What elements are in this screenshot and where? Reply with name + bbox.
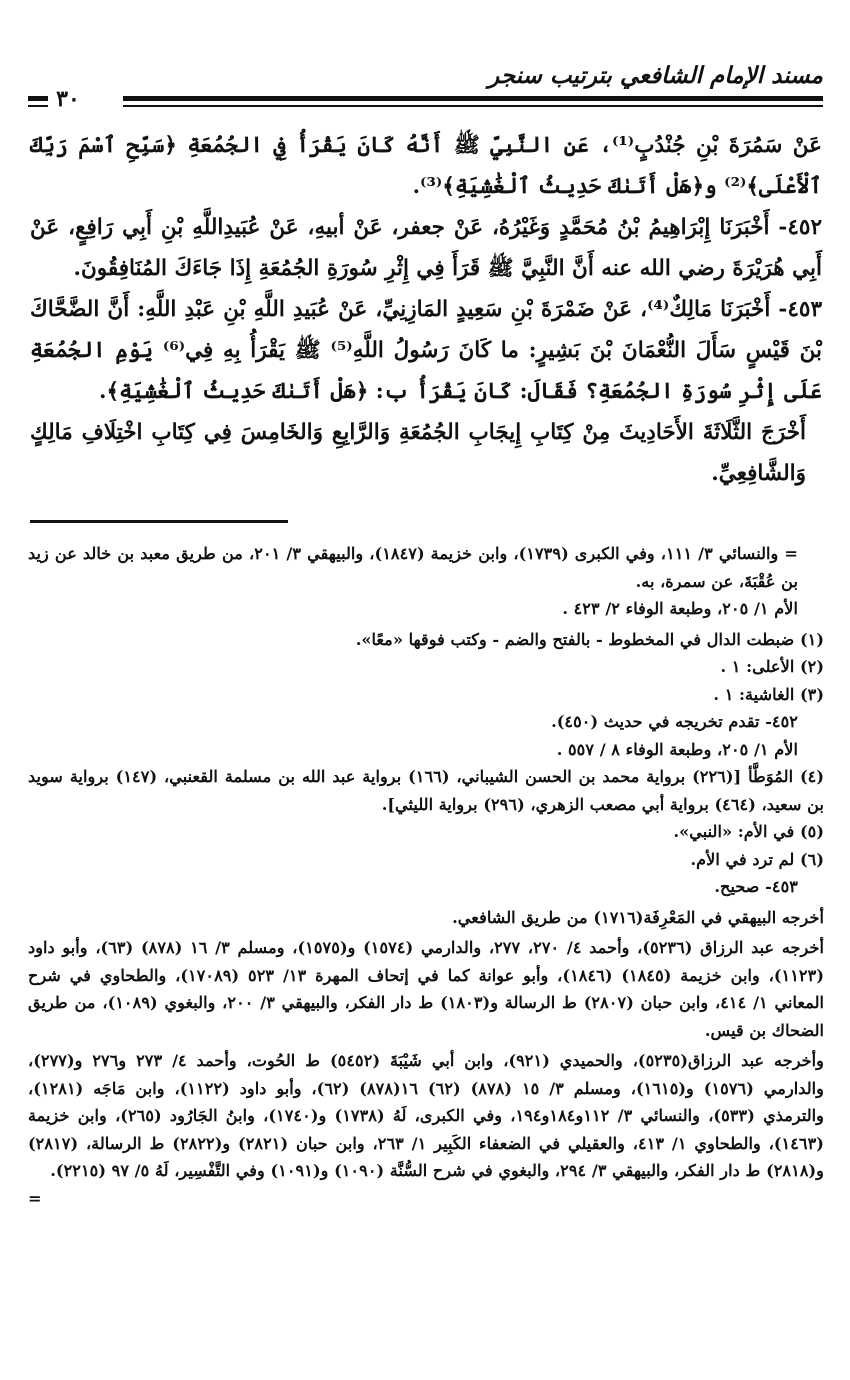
takhrij-452: ٤٥٢- تقدم تخريجه في حديث (٤٥٠). — [551, 712, 798, 731]
footnote-4: (٤) المُوَطَّأ [(٢٢٦) برواية محمد بن الحسن الشيباني، (١٦٦) برواية عبد الله بن مسلمة القعنبي، (١٤٧) برواية سويد بن سعيد، (٤٦٤) برواية أبي مصعب الزهري، (٢٩٦) برواية الليثي]. — [28, 767, 825, 814]
header-rule-left-thin — [28, 105, 48, 107]
note-continuation: = والنسائي ٣/ ١١١، وفي الكبرى (١٧٣٩)، وابن خزيمة (١٨٤٧)، والبيهقي ٣/ ٢٠١، من طريق معبد بن خالد عن زيد بن عُقْبَةَ، عن سمرة، به. — [28, 544, 798, 591]
takhrij-text-2: أخرجه عبد الرزاق (٥٢٣٦)، وأحمد ٤/ ٢٧٠، ٢٧٧، والدارمي (١٥٧٤) و(١٥٧٥)، ومسلم ٣/ ١٦ (٨٧٨) (٦٣)، وأبو داود (١١٢٣)، وابن خزيمة (١٨٤٥) (١٨٤٦)، وأبو عوانة كما في إتحاف المهرة ١٣/ ٥٢٣ (١٧٠٨٩)، والطحاوي في شرح المعاني ١/ ٤١٤، وابن حبان (٢٨٠٧) ط الرسالة و(١٨٠٣) ط دار الفكر، والبيهقي ٣/ ٢٠٠، والبغوي (١٠٨٩)، من طريق الضحاك بن قيس. — [28, 938, 824, 1040]
takhrij-text-3: وأخرجه عبد الرزاق(٥٢٣٥)، والحميدي (٩٢١)، وابن أبي شَيْبَةَ (٥٤٥٢) ط الحُوت، وأحمد ٤/ ٢٧٣ و٢٧٦ و(٢٧٧)، والدارمي (١٥٧٦) و(١٦١٥)، ومسلم ٣/ ١٥ (٨٧٨) (٦٢) ١٦(٨٧٨) (٦٢)، وأبو داود (١١٢٢)، وابن مَاجَه (١٢٨١)، والترمذي (٥٣٣)، والنسائي ٣/ ١١٢و١٨٤و١٩٤، وفي الكبرى، لَهُ (١٧٣٨) و(١٧٤٠)، وابنُ الجَارُود (٢٦٥)، وابن خزيمة (١٤٦٣)، والطحاوي ١/ ٤١٣، والعقيلي في الضعفاء الكَبِير ١/ ٢٦٣، وابن حبان (٢٨٢١) و(٢٨٢٢) ط الرسالة، (٢٨١٧) و(٢٨١٨) ط دار الفكر، والبيهقي ٣/ ٢٩٤، والبغوي في شرح السُّنَّة (١٠٩٠) و(١٠٩١) وفي التَّفْسِير، لَهُ ٥/ ٩٧ (٢٢١٥). — [28, 1051, 824, 1180]
footnote-6: (٦) لم ترد في الأم. — [690, 849, 824, 869]
source-note: أَخْرَجَ الثَّلَاثَةَ الأَحَادِيثَ مِنْ كِتَابِ إِيجَابِ الجُمُعَةِ وَالرَّابِعِ وَالخَامِسَ فِي كِتَابِ اخْتِلَافِ مَالِكٍ وَالشَّافِعِيِّ. — [30, 420, 806, 486]
footnote-1: (١) ضبطت الدال في المخطوط - بالفتح والضم - وكتب فوقها «معًا». — [355, 629, 824, 649]
header-rule-left-thick — [28, 96, 48, 101]
footnote-2: (٢) الأعلى: ١ . — [720, 657, 824, 676]
continuation-mark: = — [28, 1188, 42, 1208]
footnote-3: (٣) الغاشية: ١ . — [713, 684, 824, 704]
page-header — [28, 52, 823, 114]
main-text — [30, 125, 822, 494]
running-title: مسند الإمام الشافعي بترتيب سنجر — [488, 62, 823, 89]
takhrij-453: ٤٥٣- صحيح. — [714, 877, 798, 896]
takhrij-text-1: أخرجه البيهقي في المَعْرِفَة(١٧١٦) من طريق الشافعي. — [452, 907, 824, 927]
page-number: ٣٠ — [56, 86, 80, 112]
footnote-separator — [30, 520, 288, 523]
header-rule-thick — [123, 96, 823, 101]
hadith-451-end: عَنْ سَمُرَةَ بْنِ جُنْدُبٍ⁽¹⁾، عَنِ النَّبِيِّ ﷺ أَنَّهُ كَانَ يَقْرَأُ فِي الجُمُعَةِ ﴿سَبِّحِ ٱسْمَ رَبِّكَ ٱلْأَعْلَى﴾⁽²⁾ و﴿هَلْ أَتَىٰكَ حَدِيثُ ٱلْغَٰشِيَةِ﴾⁽³⁾. — [30, 133, 823, 199]
note-umm-2: الأم ١/ ٢٠٥، وطبعة الوفاء ٨ / ٥٥٧ . — [556, 739, 798, 759]
header-rule-thin — [123, 105, 823, 107]
footnotes — [28, 540, 824, 1212]
note-umm-1: الأم ١/ ٢٠٥، وطبعة الوفاء ٢/ ٤٢٣ . — [562, 599, 798, 618]
hadith-452: ٤٥٢- أَخْبَرَنَا إِبْرَاهِيمُ بْنُ مُحَمَّدٍ وَغَيْرُهُ، عَنْ جعفر، عَنْ أبيهِ، عَنْ عُبَيدِاللَّهِ بْنِ أَبِي رَافِعٍ، عَنْ أَبِي هُرَيْرَةَ رضي الله عنه أَنَّ النَّبِيَّ ﷺ قَرَأَ فِي إِثْرِ سُورَةِ الجُمُعَةِ إِذَا جَاءَكَ المُنَافِقُونَ. — [30, 215, 822, 281]
hadith-453: ٤٥٣- أَخْبَرَنَا مَالِكٌ⁽⁴⁾، عَنْ ضَمْرَةَ بْنِ سَعِيدٍ المَازِنِيِّ، عَنْ عُبَيدِ اللَّهِ بْنِ عَبْدِ اللَّهِ: أَنَّ الضَّحَّاكَ بْنَ قَيْسٍ سَأَلَ النُّعْمَانَ بْنَ بَشِيرٍ: ما كَانَ رَسُولُ اللَّهِ⁽⁵⁾ ﷺ يَقْرَأُ بِهِ فِي⁽⁶⁾ يَوْمِ الجُمُعَةِ عَلَى إِثْرِ سُورَةِ الجُمُعَةِ؟ فَقَالَ: كَانَ يَقْرَأُ ب: ﴿هَلْ أَتَىٰكَ حَدِيثُ ٱلْغَٰشِيَةِ﴾. — [30, 297, 823, 404]
footnote-5: (٥) في الأم: «النبي». — [673, 822, 824, 841]
